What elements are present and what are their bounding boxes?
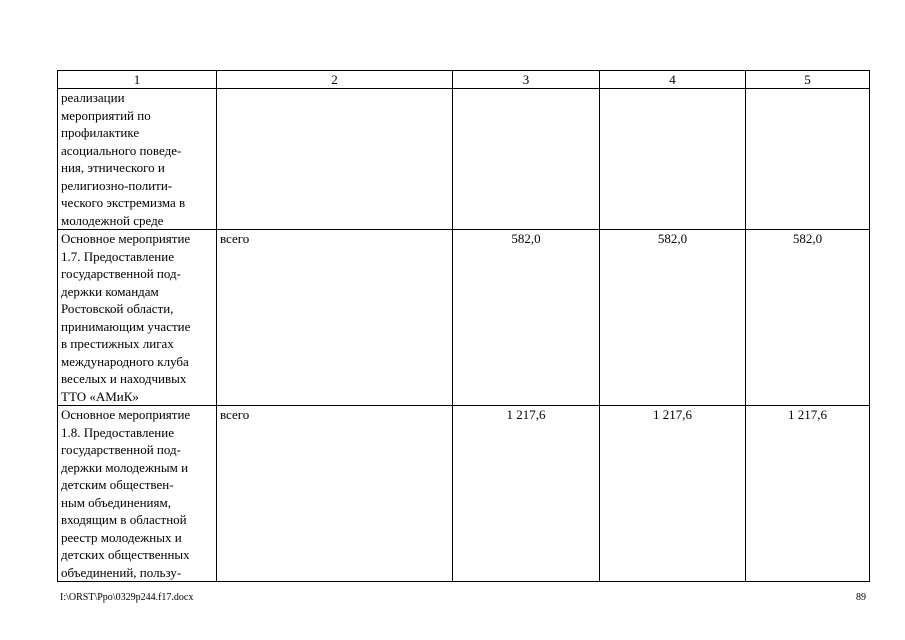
value-cell	[600, 89, 746, 230]
activity-name-cell	[58, 230, 217, 406]
table-row	[58, 89, 870, 230]
page-number: 89	[856, 592, 866, 603]
column-header: 5	[746, 71, 870, 89]
value-cell	[453, 89, 600, 230]
table-row	[58, 406, 870, 582]
activity-name-cell	[58, 89, 217, 230]
value-cell	[746, 89, 870, 230]
value-cell: 582,0	[746, 230, 870, 406]
value-cell: 1 217,6	[600, 406, 746, 582]
column-header: 3	[453, 71, 600, 89]
value-cell: 582,0	[600, 230, 746, 406]
header-row	[58, 71, 870, 89]
value-cell: 582,0	[453, 230, 600, 406]
value-cell: 1 217,6	[453, 406, 600, 582]
funding-source-cell: всего	[217, 230, 453, 406]
activity-name: реализации мероприятий по профилактике асоциального поведе- ния, этнического и религиозно-полити- ческого экстремизма в молодежной среде	[61, 90, 186, 228]
column-header: 1	[58, 71, 217, 89]
data-table	[57, 70, 870, 582]
table-row	[58, 230, 870, 406]
value-cell: 1 217,6	[746, 406, 870, 582]
column-header: 4	[600, 71, 746, 89]
funding-source-cell	[217, 89, 453, 230]
column-header: 2	[217, 71, 453, 89]
footer-file-path: I:\ORST\Ppo\0329p244.f17.docx	[60, 592, 194, 603]
activity-name: Основное мероприятие 1.8. Предоставление государственной под- держки молодежным и детским обществен- ным объединениям, входящим в областной реестр молодежных и детских общественных объединений, пользу-	[61, 407, 191, 580]
activity-name: Основное мероприятие 1.7. Предоставление государственной под- держки командам Ростовской области, принимающим участие в престижных лигах международного клуба веселых и находчивых ТТО «АМиК»	[61, 231, 191, 404]
funding-source-cell: всего	[217, 406, 453, 582]
activity-name-cell	[58, 406, 217, 582]
